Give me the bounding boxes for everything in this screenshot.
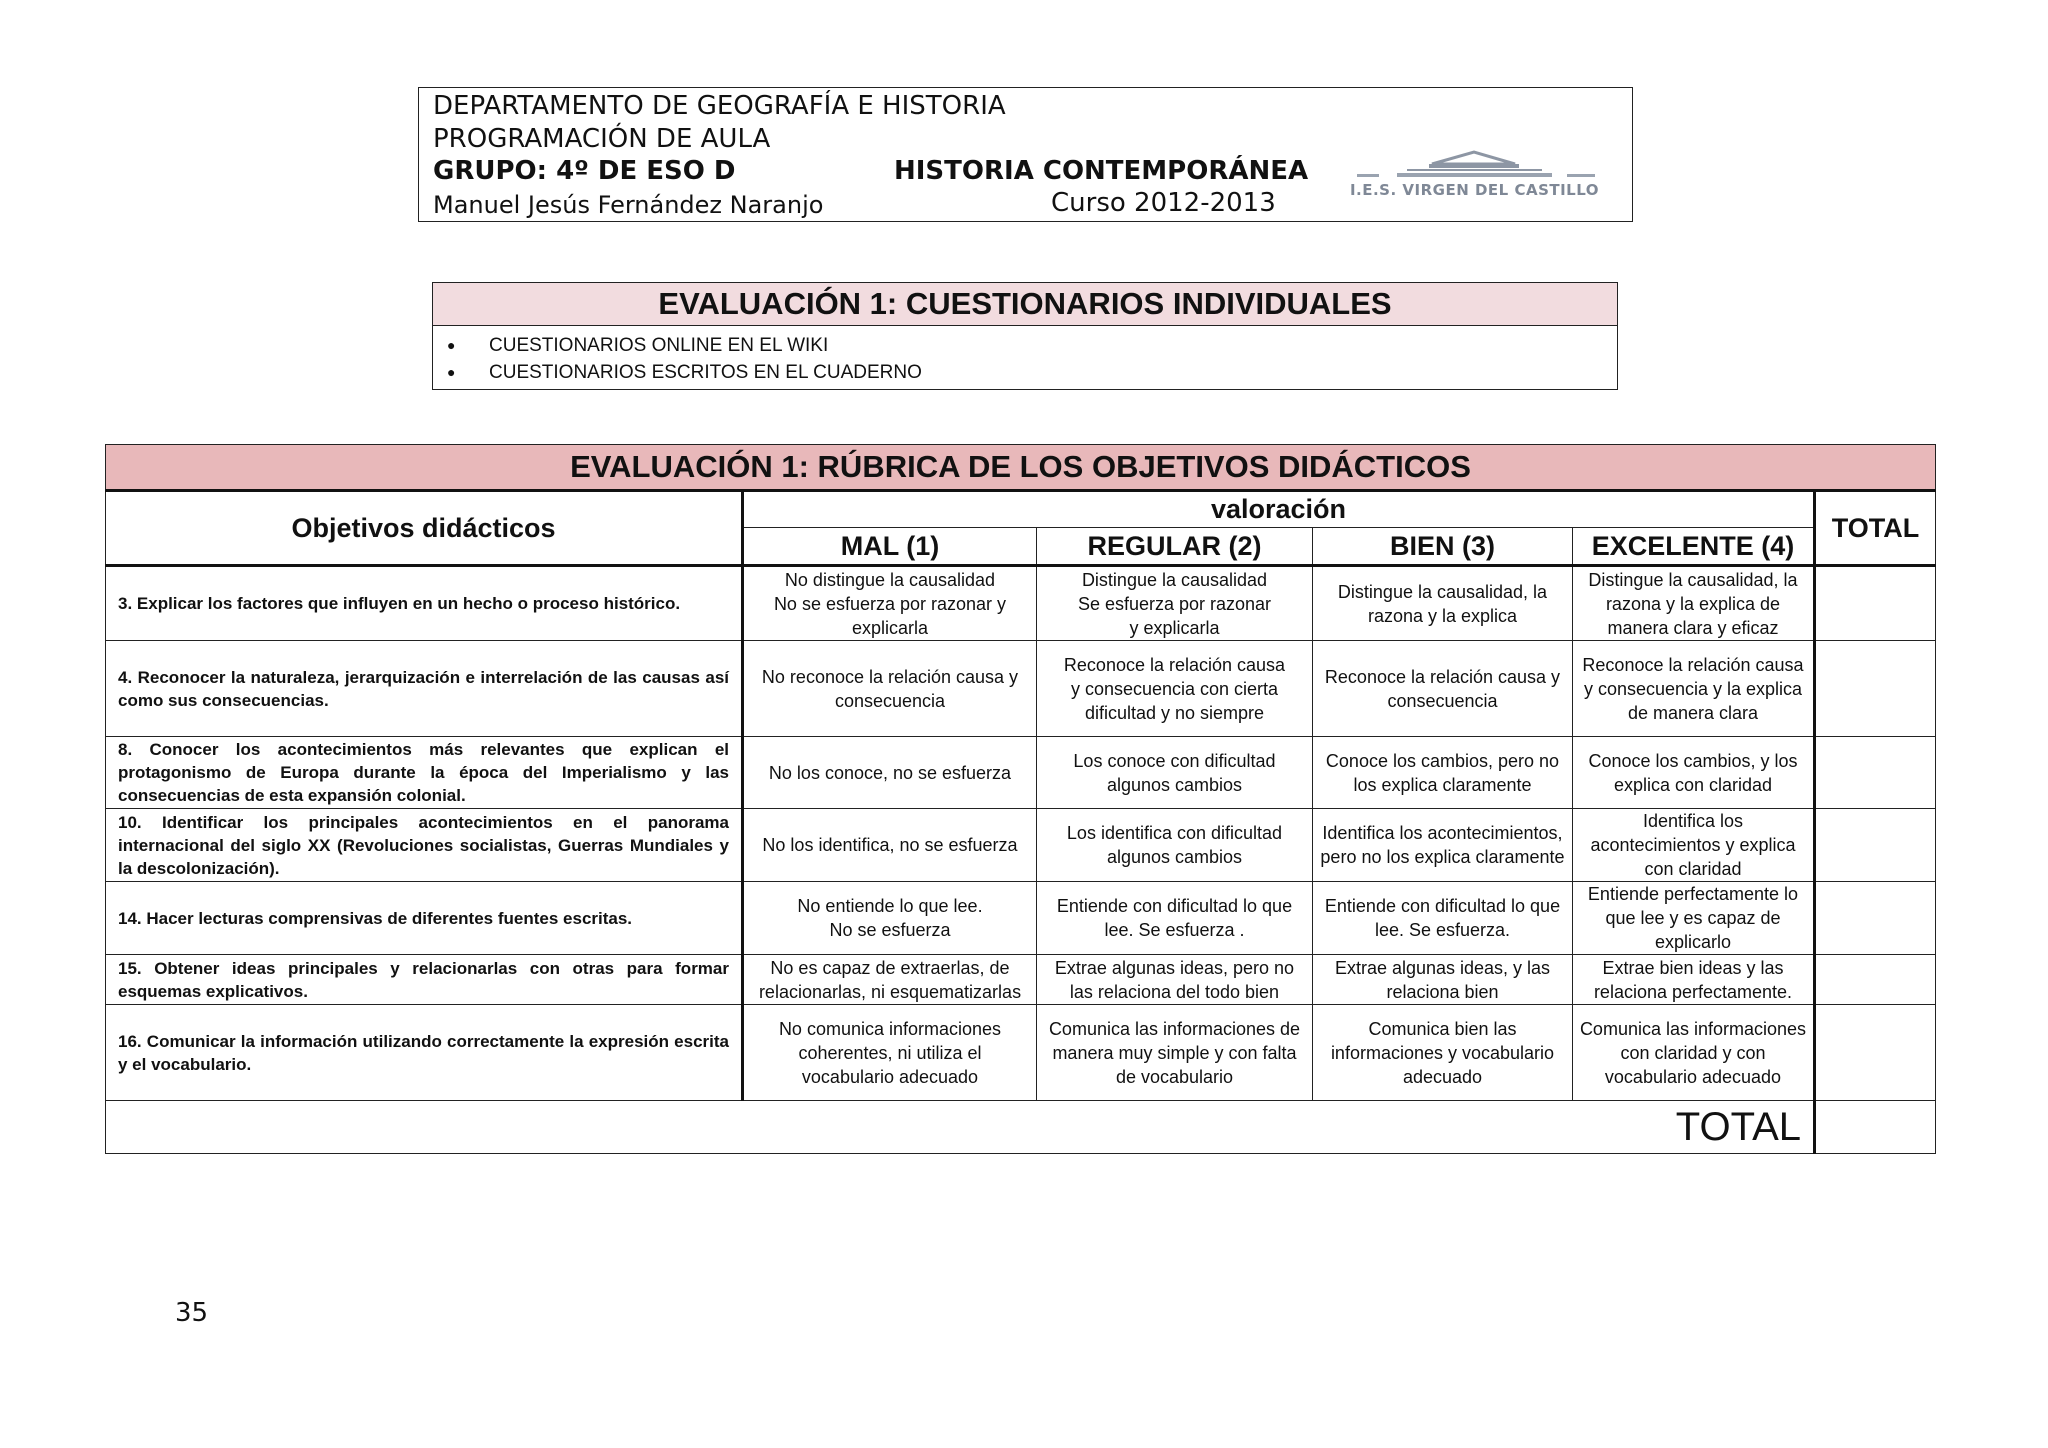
objective-cell: 10. Identificar los principales acontecimientos en el panorama internacional del siglo XX (Revoluciones socialistas, Guerras Mundiales y la descolonización).: [106, 809, 743, 882]
bien-cell: Identifica los acontecimientos, pero no los explica claramente: [1313, 809, 1573, 882]
school-logo: [1337, 148, 1612, 206]
bullet-icon: ●: [447, 364, 456, 380]
subject-label: HISTORIA CONTEMPORÁNEA: [894, 156, 1309, 186]
rubric-title: EVALUACIÓN 1: RÚBRICA DE LOS OBJETIVOS DIDÁCTICOS: [106, 445, 1936, 491]
row-total-cell: [1815, 737, 1936, 809]
excelente-cell: Comunica las informaciones con claridad y con vocabulario adecuado: [1573, 1005, 1815, 1101]
objective-cell: 14. Hacer lecturas comprensivas de diferentes fuentes escritas.: [106, 882, 743, 955]
questionnaires-box: [432, 282, 1618, 390]
excelente-cell: Entiende perfectamente lo que lee y es capaz de explicarlo: [1573, 882, 1815, 955]
excelente-cell: Extrae bien ideas y las relaciona perfectamente.: [1573, 955, 1815, 1005]
mal-cell: No es capaz de extraerlas, de relacionarlas, ni esquematizarlas: [743, 955, 1037, 1005]
list-item: ● CUESTIONARIOS ONLINE EN EL WIKI: [433, 332, 1617, 359]
objective-cell: 3. Explicar los factores que influyen en un hecho o proceso histórico.: [106, 566, 743, 641]
school-logo-text: I.E.S. VIRGEN DEL CASTILLO: [1349, 181, 1600, 199]
regular-cell: Reconoce la relación causa y consecuencia con cierta dificultad y no siempre: [1037, 641, 1313, 737]
author-name: Manuel Jesús Fernández Naranjo: [433, 191, 824, 219]
grand-total-row: [106, 1101, 1936, 1154]
regular-cell: Los identifica con dificultad algunos cambios: [1037, 809, 1313, 882]
page-number: 35: [175, 1298, 209, 1328]
objective-cell: 15. Obtener ideas principales y relacionarlas con otras para formar esquemas explicativos.: [106, 955, 743, 1005]
program-title: PROGRAMACIÓN DE AULA: [433, 124, 771, 154]
objective-cell: 8. Conocer los acontecimientos más relevantes que explican el protagonismo de Europa durante la época del Imperialismo y las consecuencias de esta expansión colonial.: [106, 737, 743, 809]
bien-cell: Conoce los cambios, pero no los explica claramente: [1313, 737, 1573, 809]
bien-cell: Entiende con dificultad lo que lee. Se esfuerza.: [1313, 882, 1573, 955]
excelente-cell: Conoce los cambios, y los explica con claridad: [1573, 737, 1815, 809]
bullet-icon: ●: [447, 337, 456, 353]
table-row: [106, 737, 1936, 809]
level-mal-header: MAL (1): [743, 528, 1037, 566]
mal-cell: No reconoce la relación causa y consecuencia: [743, 641, 1037, 737]
mal-cell: No los conoce, no se esfuerza: [743, 737, 1037, 809]
valuation-header: valoración: [743, 491, 1815, 528]
course-year: Curso 2012-2013: [1051, 188, 1276, 218]
table-row: [106, 1005, 1936, 1101]
level-excelente-header: EXCELENTE (4): [1573, 528, 1815, 566]
rubric-table: [105, 444, 1936, 1154]
document-header: [418, 87, 1633, 222]
mal-cell: No distingue la causalidad No se esfuerza por razonar y explicarla: [743, 566, 1037, 641]
table-row: [106, 882, 1936, 955]
row-total-cell: [1815, 566, 1936, 641]
mal-cell: No comunica informaciones coherentes, ni utiliza el vocabulario adecuado: [743, 1005, 1037, 1101]
table-row: [106, 955, 1936, 1005]
bien-cell: Distingue la causalidad, la razona y la explica: [1313, 566, 1573, 641]
group-label: GRUPO: 4º DE ESO D: [433, 156, 736, 186]
excelente-cell: Identifica los acontecimientos y explica con claridad: [1573, 809, 1815, 882]
excelente-cell: Distingue la causalidad, la razona y la explica de manera clara y eficaz: [1573, 566, 1815, 641]
regular-cell: Extrae algunas ideas, pero no las relaciona del todo bien: [1037, 955, 1313, 1005]
department-name: DEPARTAMENTO DE GEOGRAFÍA E HISTORIA: [433, 91, 1006, 121]
row-total-cell: [1815, 1005, 1936, 1101]
objective-cell: 4. Reconocer la naturaleza, jerarquización e interrelación de las causas así como sus consecuencias.: [106, 641, 743, 737]
row-total-cell: [1815, 809, 1936, 882]
table-row: [106, 809, 1936, 882]
row-total-cell: [1815, 641, 1936, 737]
table-row: [106, 641, 1936, 737]
regular-cell: Comunica las informaciones de manera muy simple y con falta de vocabulario: [1037, 1005, 1313, 1101]
regular-cell: Distingue la causalidad Se esfuerza por razonar y explicarla: [1037, 566, 1313, 641]
mal-cell: No entiende lo que lee. No se esfuerza: [743, 882, 1037, 955]
level-regular-header: REGULAR (2): [1037, 528, 1313, 566]
total-header: TOTAL: [1815, 491, 1936, 566]
table-row: [106, 566, 1936, 641]
questionnaires-title: EVALUACIÓN 1: CUESTIONARIOS INDIVIDUALES: [433, 283, 1617, 326]
row-total-cell: [1815, 955, 1936, 1005]
grand-total-label: TOTAL: [106, 1101, 1815, 1154]
excelente-cell: Reconoce la relación causa y consecuencia y la explica de manera clara: [1573, 641, 1815, 737]
level-bien-header: BIEN (3): [1313, 528, 1573, 566]
objectives-header: Objetivos didácticos: [106, 491, 743, 566]
bien-cell: Comunica bien las informaciones y vocabulario adecuado: [1313, 1005, 1573, 1101]
grand-total-value: [1815, 1101, 1936, 1154]
mal-cell: No los identifica, no se esfuerza: [743, 809, 1037, 882]
row-total-cell: [1815, 882, 1936, 955]
bien-cell: Reconoce la relación causa y consecuencia: [1313, 641, 1573, 737]
questionnaires-list: [433, 326, 1617, 386]
bien-cell: Extrae algunas ideas, y las relaciona bien: [1313, 955, 1573, 1005]
regular-cell: Los conoce con dificultad algunos cambios: [1037, 737, 1313, 809]
objective-cell: 16. Comunicar la información utilizando correctamente la expresión escrita y el vocabulario.: [106, 1005, 743, 1101]
regular-cell: Entiende con dificultad lo que lee. Se esfuerza .: [1037, 882, 1313, 955]
list-item: ● CUESTIONARIOS ESCRITOS EN EL CUADERNO: [433, 359, 1617, 386]
